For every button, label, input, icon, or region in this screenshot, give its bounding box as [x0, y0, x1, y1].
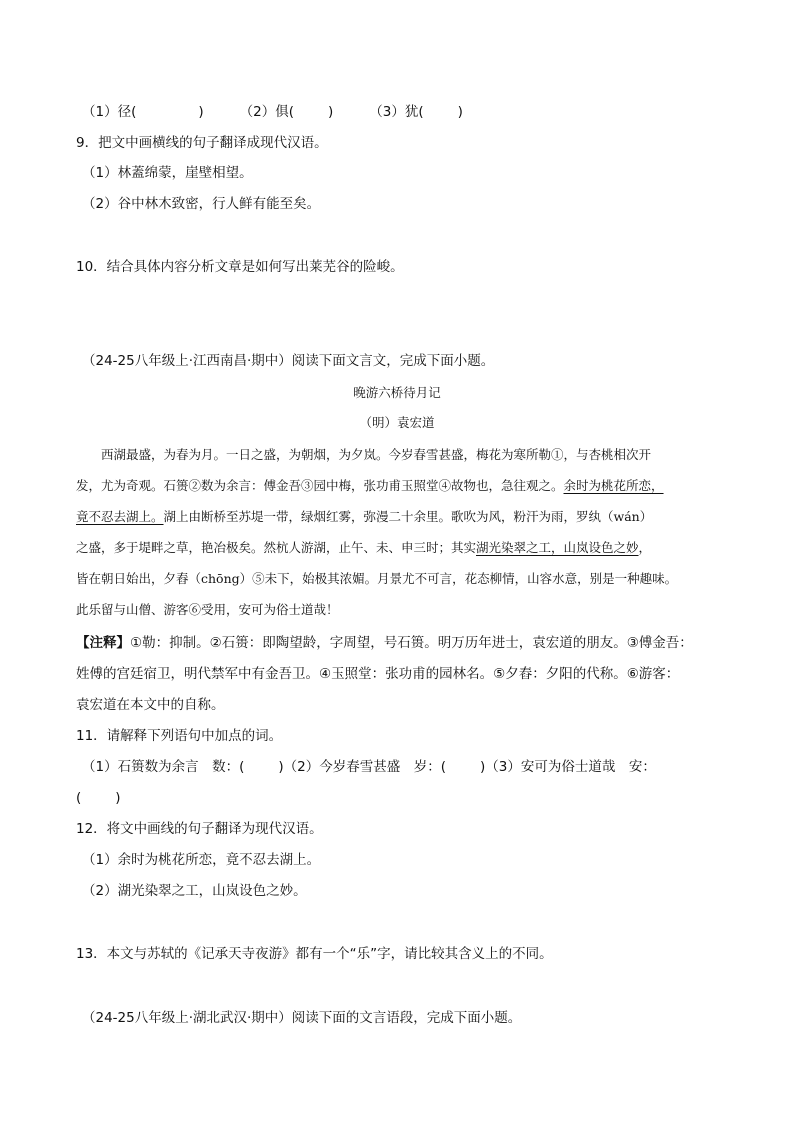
- notes-line-2: 姓傅的宫廷宿卫，明代禁军中有金吾卫。④玉照堂：张功甫的园林名。⑤夕舂：夕阳的代称。⑥游客：: [76, 666, 680, 682]
- underlined-sentence-2: 湖光染翠之工，山岚设色之妙: [476, 540, 639, 555]
- q9-item-1: （1）林蓋绵蒙，崖壁相望。: [82, 165, 253, 181]
- passage-line-1: 西湖最盛，为春为月。一日之盛，为朝烟，为夕岚。今岁春雪甚盛，梅花为寒所勒①，与杏桃相次开: [101, 447, 652, 462]
- q8-item-3: （3）犹( ): [369, 104, 463, 120]
- passage-title: 晚游六桥待月记: [353, 385, 441, 400]
- notes-line-1: 【注释】①勒：抑制。②石篑：即陶望龄，字周望，号石篑。明万历年进士，袁宏道的朋友。③傅金吾：: [76, 635, 693, 651]
- passage-line-2: 发，尤为奇观。石篑②数为余言：傅金吾③园中梅，张功甫玉照堂④故物也，急往观之。余时为桃花所恋，: [76, 478, 664, 493]
- q9-item-2: （2）谷中林木致密，行人鲜有能至矣。: [82, 196, 321, 212]
- q10-stem: 10．结合具体内容分析文章是如何写出莱芜谷的险峻。: [76, 259, 404, 275]
- section3-intro: （24-25八年级上·湖北武汉·期中）阅读下面的文言语段，完成下面小题。: [82, 1010, 522, 1026]
- passage-line-3: 竟不忍去湖上。湖上由断桥至苏堤一带，绿烟红雾，弥漫二十余里。歌吹为风，粉汗为雨，罗纨（wán）: [76, 509, 653, 524]
- q11-stem: 11．请解释下列语句中加点的词。: [76, 728, 283, 744]
- passage-line-5: 皆在朝日始出，夕舂（chōng）⑤未下，始极其浓媚。月景尤不可言，花态柳情，山容水意，别是一种趣味。: [76, 571, 678, 586]
- q8-item-1: （1）径( ): [82, 104, 204, 120]
- q12-item-2: （2）湖光染翠之工，山岚设色之妙。: [82, 883, 307, 899]
- q9-stem: 9．把文中画横线的句子翻译成现代汉语。: [76, 135, 328, 151]
- q12-stem: 12．将文中画线的句子翻译为现代汉语。: [76, 821, 323, 837]
- passage-author: （明）袁宏道: [359, 415, 435, 430]
- underlined-sentence-1a: 余时为桃花所恋，: [563, 478, 664, 493]
- passage-line-4: 之盛，多于堤畔之草，艳冶极矣。然杭人游湖，止午、未、申三时；其实湖光染翠之工，山岚设色之妙，: [76, 540, 652, 555]
- passage-line-6: 此乐留与山僧、游客⑥受用，安可为俗士道哉！: [76, 602, 339, 617]
- notes-label: 【注释】: [76, 635, 130, 651]
- q13-stem: 13．本文与苏轼的《记承天寺夜游》都有一个“乐”字，请比较其含义上的不同。: [76, 946, 553, 962]
- notes-line-3: 袁宏道在本文中的自称。: [76, 697, 225, 713]
- q8-items-row: [82, 102, 463, 122]
- underlined-sentence-1b: 竟不忍去湖上。: [76, 509, 164, 524]
- section2-intro: （24-25八年级上·江西南昌·期中）阅读下面文言文，完成下面小题。: [82, 353, 495, 369]
- q11-item-3-blank: ( ): [76, 790, 121, 806]
- q8-item-2: （2）俱( ): [239, 104, 334, 120]
- q11-items-row: （1）石篑数为余言 数：( )（2）今岁春雪甚盛 岁：( )（3）安可为俗士道哉 安：: [82, 759, 656, 775]
- q12-item-1: （1）余时为桃花所恋，竟不忍去湖上。: [82, 852, 321, 868]
